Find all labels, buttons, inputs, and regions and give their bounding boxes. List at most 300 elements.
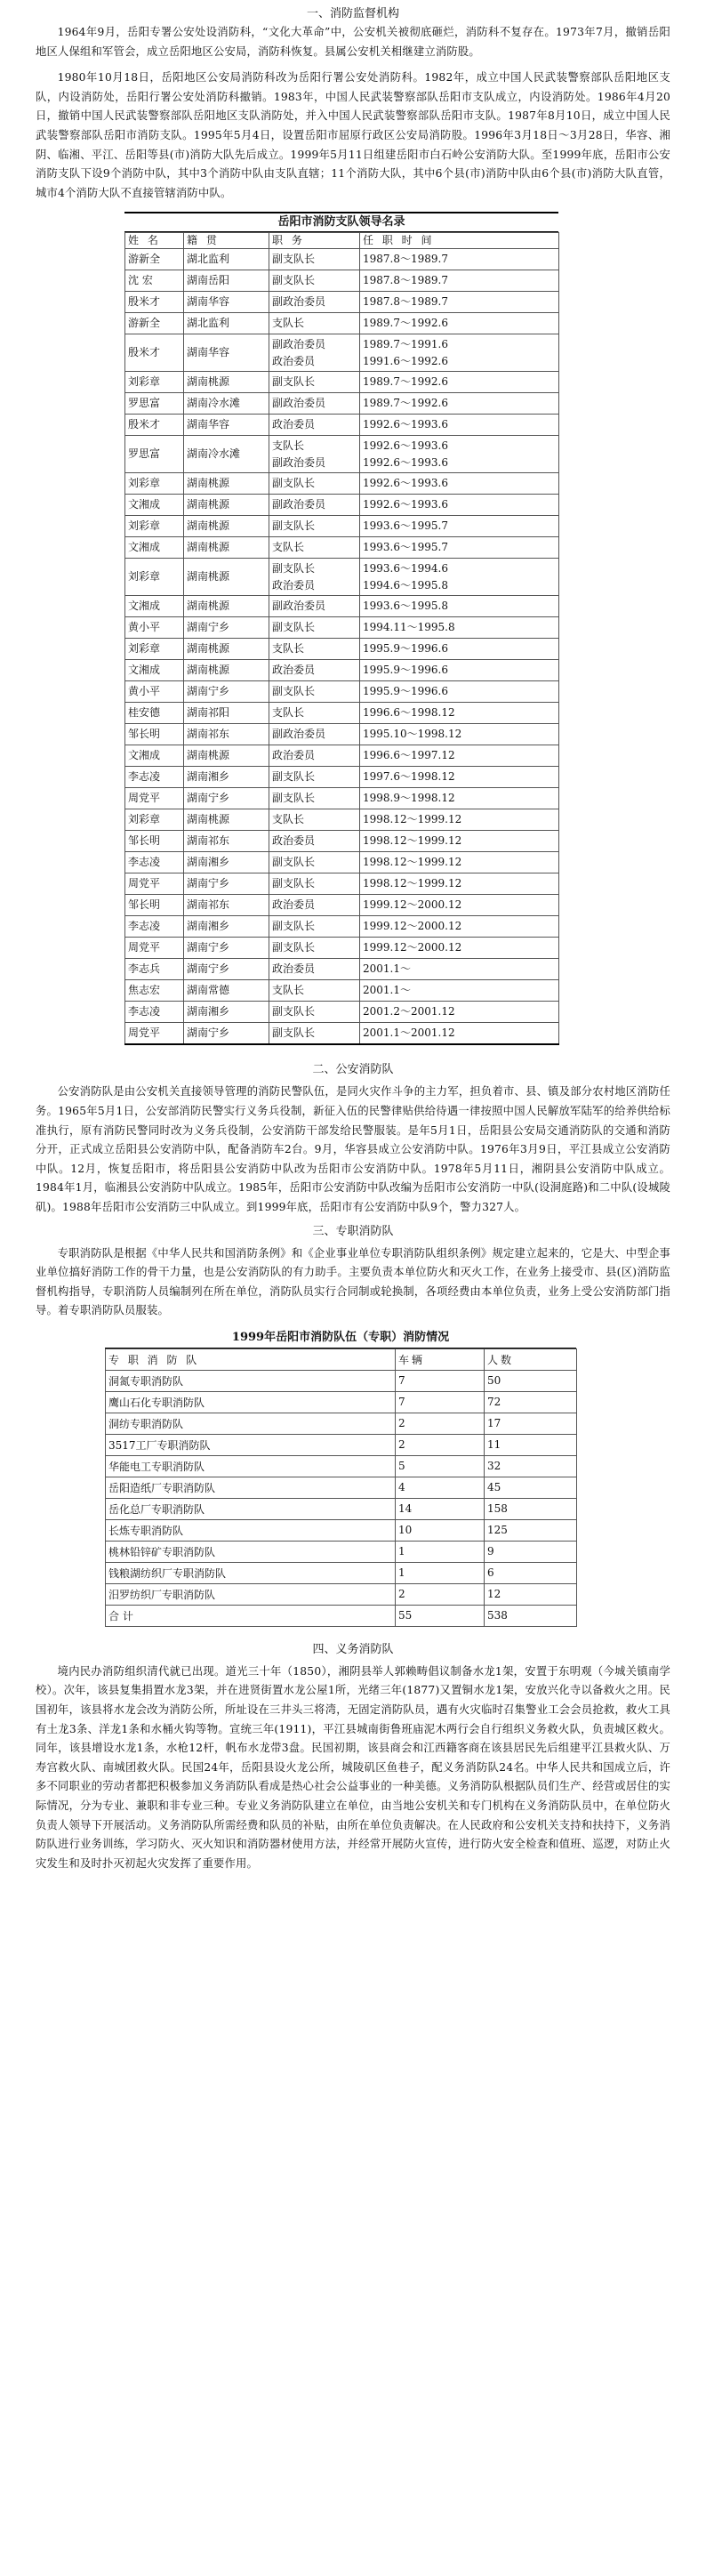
cell-origin: 湖南华容	[184, 292, 269, 313]
cell-term	[360, 313, 559, 334]
leader-table-row	[125, 1023, 559, 1045]
leader-table-row	[125, 980, 559, 1002]
cell-term	[360, 436, 559, 473]
cell-origin: 湖南常德	[184, 980, 269, 1002]
cell-name: 刘彩章	[125, 639, 184, 660]
duty-line: 副支队长	[272, 877, 316, 890]
cell-cars: 1	[396, 1562, 485, 1583]
cell-people: 158	[485, 1498, 577, 1519]
cell-people: 72	[485, 1391, 577, 1413]
term-line: 2001.2～2001.12	[363, 1005, 455, 1018]
leader-table-row	[125, 473, 559, 495]
cell-origin: 湖南桃源	[184, 473, 269, 495]
cell-origin: 湖南宁乡	[184, 617, 269, 639]
fire-table-row	[106, 1562, 577, 1583]
term-line: 1998.9～1998.12	[363, 792, 455, 805]
term-line: 1998.12～1999.12	[363, 813, 462, 826]
cell-term	[360, 873, 559, 895]
term-line: 1987.8～1989.7	[363, 295, 448, 309]
cell-name: 殷米才	[125, 415, 184, 436]
cell-origin: 湖北监利	[184, 249, 269, 270]
cell-cars: 10	[396, 1519, 485, 1541]
cell-duty	[269, 724, 360, 745]
fire-table-header-row	[106, 1348, 577, 1370]
term-line: 1997.6～1998.12	[363, 770, 455, 784]
leader-table	[124, 232, 559, 1045]
duty-line: 政治委员	[272, 354, 316, 367]
cell-name: 文湘成	[125, 537, 184, 559]
leader-table-row	[125, 559, 559, 596]
duty-line: 支队长	[272, 541, 305, 554]
cell-term	[360, 473, 559, 495]
cell-cars: 2	[396, 1413, 485, 1434]
fire-table-row	[106, 1541, 577, 1562]
cell-duty	[269, 959, 360, 980]
fire-table-title: 1999年岳阳市消防队伍（专职）消防情况	[105, 1328, 576, 1348]
cell-term	[360, 559, 559, 596]
cell-name: 洞氮专职消防队	[106, 1370, 396, 1391]
column-header-unit: 专 职 消 防 队	[106, 1348, 396, 1370]
term-line: 1992.6～1993.6	[363, 418, 448, 431]
cell-name: 周党平	[125, 873, 184, 895]
cell-term	[360, 292, 559, 313]
leader-table-row	[125, 537, 559, 559]
fire-table-row	[106, 1519, 577, 1541]
cell-origin: 湖南桃源	[184, 639, 269, 660]
leader-table-row	[125, 703, 559, 724]
cell-name: 黄小平	[125, 681, 184, 703]
cell-term	[360, 249, 559, 270]
duty-line: 副政治委员	[272, 600, 326, 613]
leader-table-row	[125, 959, 559, 980]
cell-duty	[269, 473, 360, 495]
cell-origin: 湖南桃源	[184, 516, 269, 537]
cell-origin: 湖南华容	[184, 415, 269, 436]
leader-table-row	[125, 809, 559, 831]
cell-name: 华能电工专职消防队	[106, 1455, 396, 1477]
cell-term	[360, 660, 559, 681]
cell-duty	[269, 895, 360, 916]
term-line: 1993.6～1995.7	[363, 541, 448, 554]
cell-term	[360, 639, 559, 660]
term-line: 1999.12～2000.12	[363, 920, 462, 933]
cell-duty	[269, 809, 360, 831]
cell-term	[360, 959, 559, 980]
cell-name: 游新全	[125, 249, 184, 270]
term-line: 1992.6～1993.6	[363, 498, 448, 511]
cell-cars: 7	[396, 1370, 485, 1391]
cell-cars: 2	[396, 1583, 485, 1605]
cell-cars: 55	[396, 1605, 485, 1626]
cell-origin: 湖南岳阳	[184, 270, 269, 292]
cell-origin: 湖南湘乡	[184, 1002, 269, 1023]
cell-people: 11	[485, 1434, 577, 1455]
fire-table-row	[106, 1498, 577, 1519]
cell-duty	[269, 980, 360, 1002]
cell-term	[360, 537, 559, 559]
cell-duty	[269, 495, 360, 516]
term-line: 1991.6～1992.6	[363, 354, 448, 367]
cell-name: 3517工厂专职消防队	[106, 1434, 396, 1455]
cell-term	[360, 852, 559, 873]
cell-origin: 湖南宁乡	[184, 1023, 269, 1045]
cell-origin: 湖南祁东	[184, 895, 269, 916]
cell-origin: 湖南湘乡	[184, 852, 269, 873]
leader-table-title: 岳阳市消防支队领导名录	[124, 212, 558, 232]
leader-table-row	[125, 516, 559, 537]
fire-table-row	[106, 1477, 577, 1498]
duty-line: 副支队长	[272, 1026, 316, 1040]
cell-origin: 湖南宁乡	[184, 938, 269, 959]
duty-line: 支队长	[272, 317, 305, 330]
duty-line: 政治委员	[272, 418, 316, 431]
duty-line: 副支队长	[272, 274, 316, 287]
cell-duty	[269, 436, 360, 473]
cell-duty	[269, 334, 360, 372]
cell-duty	[269, 1023, 360, 1045]
term-line: 1993.6～1995.7	[363, 519, 448, 533]
cell-term	[360, 724, 559, 745]
cell-origin: 湖南桃源	[184, 559, 269, 596]
cell-duty	[269, 938, 360, 959]
cell-people: 9	[485, 1541, 577, 1562]
cell-name: 邹长明	[125, 895, 184, 916]
leader-table-body	[125, 249, 559, 1045]
section-4-paragraph-1: 境内民办消防组织清代就已出现。道光三十年（1850），湘阴县举人郭赖畴倡议制备水龙1架，安置于东明观（今城关镇南学校）。次年，该县复集捐置水龙3架，并在进贤街置水龙公屋1所，光绪三年(1877)又置铜水龙1架，安放兴化寺以备救火之用。民国初年，该县将水龙会改为消防公所，所址设在三井头三将湾，无固定消防队员，遇有火灾临时召集警业工会会员抢救，救火工具有土龙3条、洋龙1条和水桶火钩等物。宣统三年(1911)，平江县城南街鲁班庙泥木两行会自行组织义务救火队，负责城区救火。同年，该县增设水龙1条，水枪12杆，帆布水龙带3盘。民国初期，该县商会和江西籍客商在该县居民先后组建平江县救火队、万寿宫救火队、南城团救火队。民国24年，岳阳县设火龙公所，城陵矶区鱼巷子，配义务消防队24名。中华人民共和国成立后，许多不同职业的劳动者都把积极参加义务消防队看成是热心社会公益事业的一种美德。义务消防队根据队员们生产、经营或居住的实际情况，分为专业、兼职和非专业三种。专业义务消防队建立在单位，由当地公安机关和专门机构在义务消防队员中，在单位防火负责人领导下开展活动。义务消防队所需经费和队员的补贴，由所在单位负责解决。在人民政府和公安机关支持和扶持下，义务消防队进行业务训练，学习防火、灭火知识和消防器材使用方法，并经常开展防火宣传，进行防火安全检查和值班、巡逻，对防止火灾发生和及时扑灭初起火灾发挥了重要作用。	[36, 1664, 670, 1870]
column-header-name: 姓 名	[125, 233, 184, 249]
leader-table-row	[125, 639, 559, 660]
cell-name: 罗思富	[125, 393, 184, 415]
cell-term	[360, 767, 559, 788]
term-line: 1992.6～1993.6	[363, 455, 448, 469]
duty-line: 支队长	[272, 642, 305, 656]
duty-line: 副支队长	[272, 253, 316, 266]
term-line: 1993.6～1994.6	[363, 561, 448, 575]
cell-people: 45	[485, 1477, 577, 1498]
cell-name: 刘彩章	[125, 516, 184, 537]
duty-line: 副政治委员	[272, 498, 326, 511]
term-line: 1996.6～1998.12	[363, 706, 455, 720]
cell-term	[360, 495, 559, 516]
duty-line: 副支队长	[272, 941, 316, 954]
term-line: 1995.9～1996.6	[363, 664, 448, 677]
column-header-cars: 车辆	[396, 1348, 485, 1370]
term-line: 1995.10～1998.12	[363, 728, 462, 741]
duty-line: 副政治委员	[272, 337, 326, 350]
fire-table-block	[105, 1328, 576, 1627]
leader-table-row	[125, 916, 559, 938]
cell-term	[360, 393, 559, 415]
fire-table-row	[106, 1605, 577, 1626]
term-line: 2001.1～	[363, 984, 411, 997]
cell-name: 周党平	[125, 938, 184, 959]
cell-term	[360, 703, 559, 724]
leader-table-row	[125, 415, 559, 436]
leader-table-row	[125, 249, 559, 270]
cell-duty	[269, 537, 360, 559]
term-line: 1995.9～1996.6	[363, 685, 448, 698]
cell-origin: 湖南宁乡	[184, 788, 269, 809]
cell-duty	[269, 292, 360, 313]
cell-name: 焦志宏	[125, 980, 184, 1002]
duty-line: 副支队长	[272, 477, 316, 490]
cell-origin: 湖南桃源	[184, 745, 269, 767]
term-line: 1998.12～1999.12	[363, 856, 462, 869]
term-line: 1993.6～1995.8	[363, 600, 448, 613]
section-2-title: 二、公安消防队	[312, 1063, 394, 1077]
cell-duty	[269, 639, 360, 660]
leader-table-row	[125, 852, 559, 873]
leader-table-row	[125, 1002, 559, 1023]
cell-people: 125	[485, 1519, 577, 1541]
column-header-people: 人数	[485, 1348, 577, 1370]
cell-duty	[269, 745, 360, 767]
duty-line: 支队长	[272, 813, 305, 826]
cell-name: 岳阳造纸厂专职消防队	[106, 1477, 396, 1498]
cell-name: 文湘成	[125, 495, 184, 516]
cell-term	[360, 788, 559, 809]
duty-line: 副支队长	[272, 685, 316, 698]
term-line: 1998.12～1999.12	[363, 834, 462, 848]
leader-table-row	[125, 895, 559, 916]
term-line: 1992.6～1993.6	[363, 477, 448, 490]
leader-table-row	[125, 873, 559, 895]
cell-origin: 湖南湘乡	[184, 916, 269, 938]
cell-duty	[269, 617, 360, 639]
section-4-title: 四、义务消防队	[312, 1642, 394, 1656]
cell-duty	[269, 831, 360, 852]
leader-table-row	[125, 270, 559, 292]
cell-name: 李志凌	[125, 1002, 184, 1023]
cell-cars: 1	[396, 1541, 485, 1562]
term-line: 1987.8～1989.7	[363, 274, 448, 287]
cell-origin: 湖南祁东	[184, 831, 269, 852]
cell-people: 50	[485, 1370, 577, 1391]
cell-name: 岳化总厂专职消防队	[106, 1498, 396, 1519]
term-line: 1989.7～1992.6	[363, 317, 448, 330]
cell-duty	[269, 372, 360, 393]
cell-cars: 5	[396, 1455, 485, 1477]
cell-term	[360, 916, 559, 938]
cell-name: 文湘成	[125, 596, 184, 617]
cell-duty	[269, 660, 360, 681]
cell-origin: 湖南桃源	[184, 660, 269, 681]
fire-table-row	[106, 1583, 577, 1605]
duty-line: 副支队长	[272, 770, 316, 784]
cell-name: 鹰山石化专职消防队	[106, 1391, 396, 1413]
term-line: 1998.12～1999.12	[363, 877, 462, 890]
cell-duty	[269, 516, 360, 537]
cell-duty	[269, 313, 360, 334]
duty-line: 政治委员	[272, 898, 316, 912]
term-line: 1987.8～1989.7	[363, 253, 448, 266]
cell-term	[360, 895, 559, 916]
duty-line: 副政治委员	[272, 728, 326, 741]
duty-line: 副支队长	[272, 1005, 316, 1018]
cell-term	[360, 1023, 559, 1045]
cell-name: 刘彩章	[125, 559, 184, 596]
leader-table-block	[124, 212, 558, 1045]
column-header-duty: 职 务	[269, 233, 360, 249]
cell-name: 文湘成	[125, 745, 184, 767]
cell-people: 538	[485, 1605, 577, 1626]
cell-term	[360, 334, 559, 372]
duty-line: 副支队长	[272, 920, 316, 933]
section-3-title: 三、专职消防队	[312, 1224, 394, 1238]
term-line: 1994.6～1995.8	[363, 578, 448, 592]
cell-term	[360, 745, 559, 767]
cell-duty	[269, 703, 360, 724]
term-line: 2001.1～	[363, 962, 411, 976]
cell-origin: 湖南桃源	[184, 372, 269, 393]
cell-name: 刘彩章	[125, 372, 184, 393]
fire-table-row	[106, 1455, 577, 1477]
duty-line: 副政治委员	[272, 295, 326, 309]
cell-name: 邹长明	[125, 724, 184, 745]
cell-cars: 14	[396, 1498, 485, 1519]
cell-duty	[269, 1002, 360, 1023]
cell-name: 李志凌	[125, 916, 184, 938]
leader-table-row	[125, 660, 559, 681]
cell-name: 罗思富	[125, 436, 184, 473]
fire-table-row	[106, 1434, 577, 1455]
cell-name: 洞纺专职消防队	[106, 1413, 396, 1434]
cell-term	[360, 938, 559, 959]
section-2-paragraph-1: 公安消防队是由公安机关直接领导管理的消防民警队伍，是同火灾作斗争的主力军，担负着市、县、镇及部分农村地区消防任务。1965年5月1日，公安部消防民警实行义务兵役制，新征入伍的民警律贴供给待遇一律按照中国人民解放军陆军的给养供给标准执行，原有消防民警同时改为义务兵役制，公安消防干部发给民警服装。是年5月1日，岳阳县公安局交通消防队的交通和消防分开，正式成立岳阳县公安消防中队，配备消防车2台。9月，华容县成立公安消防中队。1976年3月9日，平江县成立公安消防中队。12月，恢复岳阳市，将岳阳县公安消防中队改为岳阳市公安消防中队。1978年5月11日，湘阴县公安消防中队成立。1984年1月，临湘县公安消防中队成立。1985年，岳阳市公安消防中队改编为岳阳市公安消防一中队(设洞庭路)和二中队(设城陵矶)。1988年岳阳市公安消防三中队成立。到1999年底，岳阳市有公安消防中队9个，警力327人。	[36, 1085, 670, 1213]
duty-line: 政治委员	[272, 664, 316, 677]
cell-name: 李志凌	[125, 852, 184, 873]
duty-line: 支队长	[272, 439, 305, 452]
term-line: 1989.7～1992.6	[363, 397, 448, 410]
term-line: 1995.9～1996.6	[363, 642, 448, 656]
cell-name: 刘彩章	[125, 809, 184, 831]
cell-name: 李志兵	[125, 959, 184, 980]
cell-name: 殷米才	[125, 334, 184, 372]
cell-origin: 湖南桃源	[184, 495, 269, 516]
duty-line: 副支队长	[272, 375, 316, 389]
cell-name: 殷米才	[125, 292, 184, 313]
cell-duty	[269, 415, 360, 436]
cell-duty	[269, 767, 360, 788]
term-line: 1994.11～1995.8	[363, 621, 455, 634]
duty-line: 副支队长	[272, 519, 316, 533]
duty-line: 支队长	[272, 706, 305, 720]
duty-line: 政治委员	[272, 962, 316, 976]
cell-origin: 湖南桃源	[184, 596, 269, 617]
cell-term	[360, 270, 559, 292]
term-line: 1999.12～2000.12	[363, 941, 462, 954]
duty-line: 政治委员	[272, 834, 316, 848]
duty-line: 副支队长	[272, 621, 316, 634]
cell-name: 桂安德	[125, 703, 184, 724]
fire-table-row	[106, 1391, 577, 1413]
duty-line: 副支队长	[272, 561, 316, 575]
cell-name: 周党平	[125, 1023, 184, 1045]
leader-table-row	[125, 334, 559, 372]
column-header-origin: 籍 贯	[184, 233, 269, 249]
cell-origin: 湖南宁乡	[184, 873, 269, 895]
cell-duty	[269, 873, 360, 895]
duty-line: 副支队长	[272, 856, 316, 869]
cell-name: 汨罗纺织厂专职消防队	[106, 1583, 396, 1605]
cell-origin: 湖北监利	[184, 313, 269, 334]
cell-cars: 7	[396, 1391, 485, 1413]
section-1-paragraph-2: 1980年10月18日，岳阳地区公安局消防科改为岳阳行署公安处消防科。1982年，成立中国人民武装警察部队岳阳地区支队，内设消防处，岳阳行署公安处消防科撤销。1983年，中国人民武装警察部队岳阳市支队成立，内设消防处。1986年4月20日，撤销中国人民武装警察部队岳阳地区支队消防处，并入中国人民武装警察部队岳阳市支队。1987年8月10日，成立中国人民武装警察部队岳阳市消防支队。1995年5月4日，设置岳阳市屈原行政区公安局消防股。1996年3月18日～3月28日，华容、湘阴、临湘、平江、岳阳等县(市)消防大队先后成立。1999年5月11日组建岳阳市白石岭公安消防大队。至1999年底，岳阳市公安消防支队下设9个消防中队，其中3个消防中队由支队直辖；11个消防大队，其中6个县(市)消防中队由6个县(市)消防大队直管，城市4个消防大队不直接管辖消防中队。	[36, 71, 670, 199]
cell-duty	[269, 249, 360, 270]
section-3-paragraph-1: 专职消防队是根据《中华人民共和国消防条例》和《企业事业单位专职消防队组织条例》规定建立起来的，它是大、中型企事业单位搞好消防工作的骨干力量，也是公安消防队的有力助手。主要负责本单位防火和灭火工作，在业务上接受市、县(区)消防监督机构指导，专职消防人员编制列在所在单位，消防队员实行合同制或轮换制，各项经费由本单位负责，业务上受公安消防部门指导。着专职消防队员服装。	[36, 1246, 670, 1317]
term-line: 1996.6～1997.12	[363, 749, 455, 762]
cell-origin: 湖南宁乡	[184, 959, 269, 980]
cell-term	[360, 681, 559, 703]
column-header-term: 任 职 时 间	[360, 233, 559, 249]
section-1-paragraph-1: 1964年9月，岳阳专署公安处设消防科，“文化大革命”中，公安机关被彻底砸烂，消防科不复存在。1973年7月，撤销岳阳地区人保组和军管会，成立岳阳地区公安局，消防科恢复。县属公安机关相继建立消防股。	[36, 26, 670, 58]
cell-term	[360, 617, 559, 639]
cell-duty	[269, 270, 360, 292]
leader-table-row	[125, 292, 559, 313]
cell-origin: 湖南桃源	[184, 537, 269, 559]
cell-name: 邹长明	[125, 831, 184, 852]
fire-table-row	[106, 1370, 577, 1391]
cell-origin: 湖南华容	[184, 334, 269, 372]
term-line: 1992.6～1993.6	[363, 439, 448, 452]
leader-table-row	[125, 393, 559, 415]
leader-table-row	[125, 495, 559, 516]
cell-origin: 湖南桃源	[184, 809, 269, 831]
duty-line: 副政治委员	[272, 455, 326, 469]
cell-origin: 湖南冷水滩	[184, 436, 269, 473]
cell-origin: 湖南祁东	[184, 724, 269, 745]
cell-origin: 湖南湘乡	[184, 767, 269, 788]
leader-table-row	[125, 788, 559, 809]
duty-line: 副政治委员	[272, 397, 326, 410]
cell-name: 李志凌	[125, 767, 184, 788]
cell-name: 沈 宏	[125, 270, 184, 292]
cell-people: 17	[485, 1413, 577, 1434]
cell-name: 文湘成	[125, 660, 184, 681]
leader-table-row	[125, 313, 559, 334]
cell-duty	[269, 916, 360, 938]
cell-term	[360, 516, 559, 537]
leader-table-row	[125, 681, 559, 703]
cell-cars: 4	[396, 1477, 485, 1498]
leader-table-row	[125, 831, 559, 852]
fire-table-body	[106, 1370, 577, 1626]
cell-term	[360, 415, 559, 436]
leader-table-row	[125, 596, 559, 617]
term-line: 2001.1～2001.12	[363, 1026, 455, 1040]
leader-table-row	[125, 436, 559, 473]
cell-duty	[269, 788, 360, 809]
cell-origin: 湖南冷水滩	[184, 393, 269, 415]
cell-name: 合 计	[106, 1605, 396, 1626]
cell-people: 6	[485, 1562, 577, 1583]
fire-table	[105, 1348, 577, 1627]
cell-duty	[269, 681, 360, 703]
cell-people: 32	[485, 1455, 577, 1477]
cell-term	[360, 596, 559, 617]
cell-term	[360, 809, 559, 831]
cell-term	[360, 372, 559, 393]
term-line: 1989.7～1991.6	[363, 337, 448, 350]
cell-duty	[269, 596, 360, 617]
cell-origin: 湖南祁阳	[184, 703, 269, 724]
cell-duty	[269, 852, 360, 873]
cell-people: 12	[485, 1583, 577, 1605]
duty-line: 政治委员	[272, 749, 316, 762]
cell-name: 钱粮湖纺织厂专职消防队	[106, 1562, 396, 1583]
duty-line: 副支队长	[272, 792, 316, 805]
cell-term	[360, 831, 559, 852]
